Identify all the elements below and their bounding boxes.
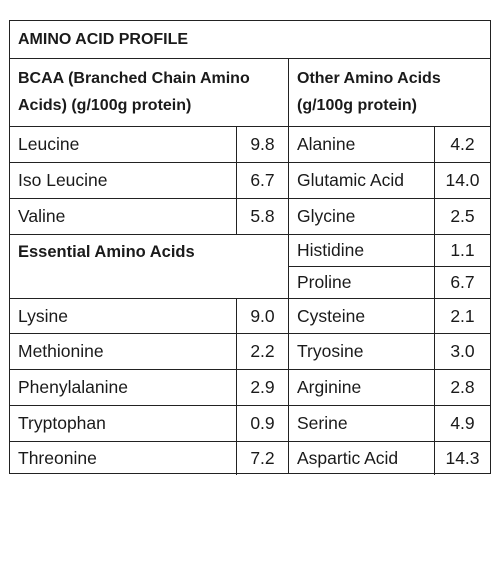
amino-value: 9.0 xyxy=(236,299,288,333)
table-row xyxy=(289,267,490,299)
amino-name: Lysine xyxy=(18,305,68,326)
amino-name: Aspartic Acid xyxy=(297,448,399,468)
amino-value: 4.9 xyxy=(434,406,490,441)
table-row xyxy=(10,370,288,406)
table-row xyxy=(289,334,490,370)
table-row xyxy=(10,163,288,199)
amino-value: 2.9 xyxy=(236,370,288,405)
amino-name: Glycine xyxy=(297,206,356,226)
amino-name: Tryptophan xyxy=(18,413,106,433)
amino-name: Leucine xyxy=(18,134,80,154)
amino-value: 2.1 xyxy=(434,299,490,333)
amino-name: Tryosine xyxy=(297,341,364,361)
amino-value: 2.5 xyxy=(434,199,490,234)
table-row xyxy=(289,235,490,267)
table-row xyxy=(10,442,288,475)
table-row xyxy=(289,442,490,475)
amino-value: 0.9 xyxy=(236,406,288,441)
left-column xyxy=(10,59,289,473)
amino-value: 6.7 xyxy=(236,163,288,198)
amino-name: Proline xyxy=(297,272,352,292)
amino-value: 1.1 xyxy=(434,235,490,266)
amino-name: Alanine xyxy=(297,134,356,154)
table-row xyxy=(289,299,490,334)
bcaa-header: BCAA (Branched Chain Amino Acids) (g/100g protein) xyxy=(10,59,288,127)
table-row xyxy=(10,299,288,334)
amino-name: Threonine xyxy=(18,448,97,468)
table-row xyxy=(289,406,490,442)
table-row xyxy=(10,127,288,163)
table-row xyxy=(289,127,490,163)
amino-name: Valine xyxy=(18,206,66,226)
amino-value: 6.7 xyxy=(434,267,490,298)
amino-value: 2.8 xyxy=(434,370,490,405)
amino-value: 7.2 xyxy=(236,442,288,475)
amino-name: Methionine xyxy=(18,341,104,361)
table-row xyxy=(289,163,490,199)
amino-name: Glutamic Acid xyxy=(297,170,404,190)
table-row xyxy=(289,199,490,235)
amino-name: Histidine xyxy=(297,240,365,260)
amino-value: 3.0 xyxy=(434,334,490,369)
table-row xyxy=(289,370,490,406)
amino-value: 4.2 xyxy=(434,127,490,162)
essential-header: Essential Amino Acids xyxy=(10,235,288,299)
amino-acid-table xyxy=(9,20,491,474)
table-row xyxy=(10,406,288,442)
amino-value: 14.0 xyxy=(434,163,490,198)
amino-value: 9.8 xyxy=(236,127,288,162)
table-row xyxy=(10,334,288,370)
amino-value: 5.8 xyxy=(236,199,288,234)
amino-name: Serine xyxy=(297,413,348,433)
amino-value: 2.2 xyxy=(236,334,288,369)
table-row xyxy=(10,199,288,235)
amino-value: 14.3 xyxy=(434,442,490,475)
table-title: AMINO ACID PROFILE xyxy=(10,21,490,59)
amino-name: Iso Leucine xyxy=(18,170,108,190)
right-column xyxy=(289,59,490,473)
amino-name: Cysteine xyxy=(297,305,366,326)
amino-name: Arginine xyxy=(297,377,362,397)
other-header: Other Amino Acids (g/100g protein) xyxy=(289,59,490,127)
amino-name: Phenylalanine xyxy=(18,377,128,397)
